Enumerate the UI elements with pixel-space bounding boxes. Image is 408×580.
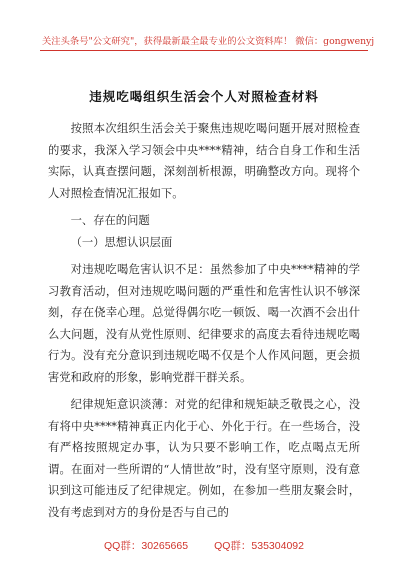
document-title: 违规吃喝组织生活会个人对照检查材料 — [89, 89, 319, 104]
footer-contact — [0, 538, 408, 553]
body-paragraph: 纪律规矩意识淡薄：对党的纪律和规矩缺乏敬畏之心，没有将中央****精神真正内化于心、外化于行。在一些场合，没有严格按照规定办事，认为只要不影响工作，吃点喝点无所谓。在面对一些所谓的“人情世故”时，没有坚守原则，没有意识到这可能违反了纪律规定。例如，在参加一些朋友聚会时，没有考虑到对方的身份是否与自己的 — [48, 398, 360, 519]
header-banner: 关注头条号"公文研究"，获得最新最全最专业的公文资料库！ 微信：gongwenyj — [42, 36, 375, 47]
section-heading: 一、存在的问题 — [70, 214, 150, 227]
intro-paragraph: 按照本次组织生活会关于聚焦违规吃喝问题开展对照检查的要求，我深入学习领会中央****精神，结合自身工作和生活实际，认真查摆问题，深刻剖析根源，明确整改方向。现将个人对照检查情况汇报如下。 — [48, 122, 360, 200]
header-divider — [40, 50, 368, 51]
subsection-heading: （一）思想认识层面 — [70, 235, 173, 249]
body-paragraph: 对违规吃喝危害认识不足：虽然参加了中央****精神的学习教育活动，但对违规吃喝问题的严重性和危害性认识不够深刻，存在侥幸心理。总觉得偶尔吃一顿饭、喝一次酒不会出什么大问题，没有从党性原则、纪律要求的高度去看待违规吃喝行为。没有充分意识到违规吃喝不仅是个人作风问题，更会损害党和政府的形象，影响党群干群关系。 — [48, 263, 360, 384]
footer-qq-group-1: QQ群：30265665 — [104, 540, 189, 552]
document-body — [48, 118, 360, 523]
footer-qq-group-2: QQ群：535304092 — [214, 540, 304, 552]
